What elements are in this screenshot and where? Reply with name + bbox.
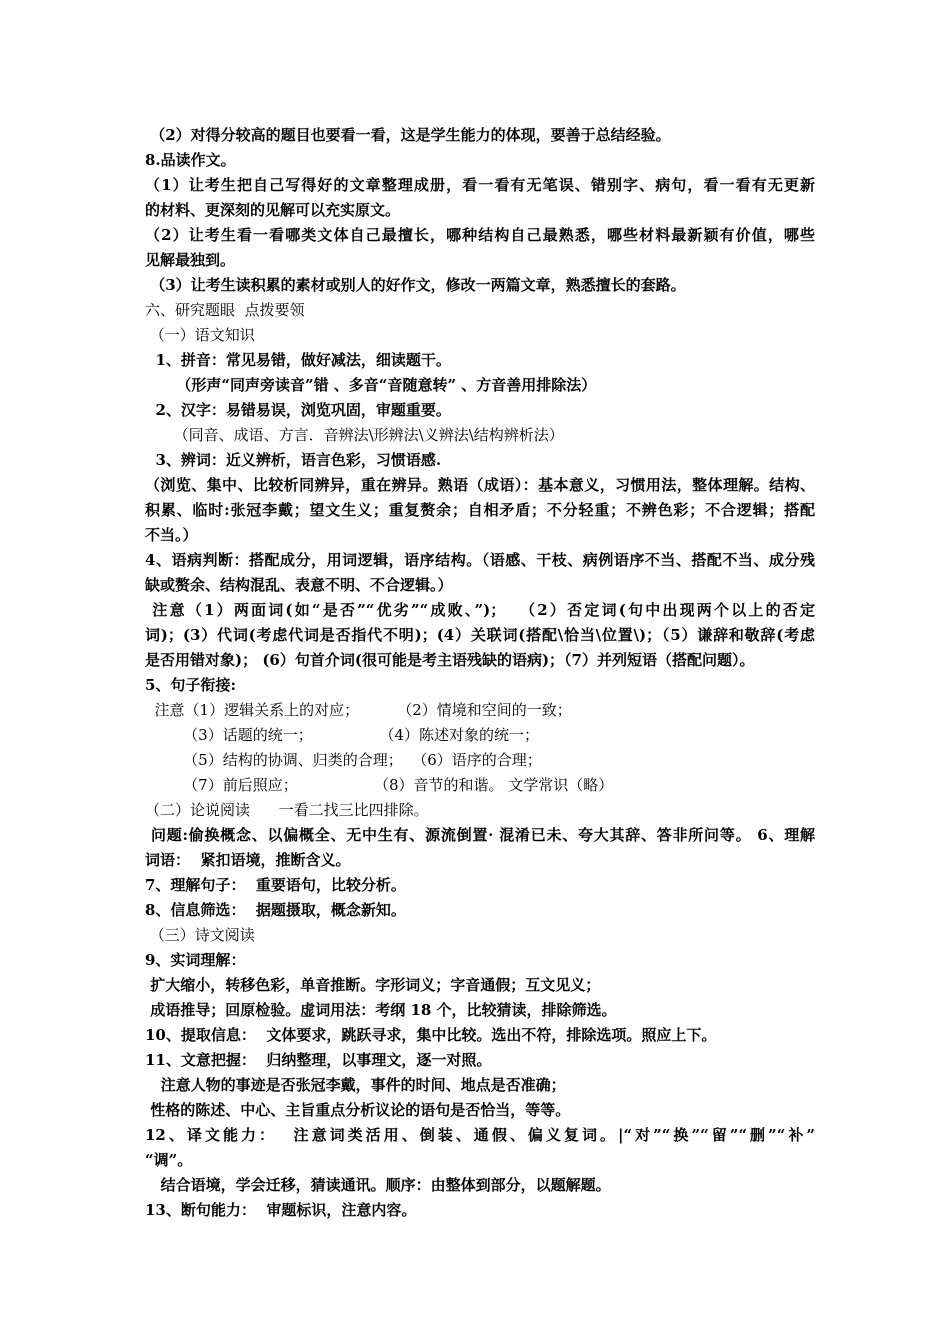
- subsection-heading: （二）论说阅读 一看二找三比四排除。: [145, 801, 429, 819]
- text-line: 8、信息筛选： 据题摄取，概念新知。: [145, 901, 406, 919]
- text-line: （5）结构的协调、归类的合理； （6）语序的合理；: [145, 751, 542, 769]
- text-line: 11、文意把握： 归纳整理，以事理文，逐一对照。: [145, 1051, 492, 1069]
- text-line: 缺或赘余、结构混乱、表意不明、不合逻辑。）: [145, 576, 453, 594]
- text-line: 注意（1）逻辑关系上的对应； （2）情境和空间的一致；: [145, 701, 572, 719]
- text-line: （浏览、集中、比较析同辨异，重在辨异。熟语（成语）：基本意义，习惯用法，整体理解。结构、: [145, 476, 815, 494]
- text-line: 13、断句能力： 审题标识，注意内容。: [145, 1201, 417, 1219]
- text-line: 3、辨词：近义辨析，语言色彩，习惯语感.: [145, 451, 442, 469]
- text-line: （2）对得分较高的题目也要看一看，这是学生能力的体现，要善于总结经验。: [145, 126, 671, 144]
- text-line: 注意（1）两面词(如“是否”“优劣”“成败、”)； （2）否定词(句中出现两个以上的否定: [145, 601, 815, 619]
- text-line: 积累、临时:张冠李戴；望文生义；重复赘余；自相矛盾；不分轻重；不辨色彩；不合逻辑；搭配: [145, 501, 815, 519]
- text-line: 9、实词理解：: [145, 951, 246, 969]
- text-line: 4、语病判断：搭配成分，用词逻辑，语序结构。（语感、干枝、病例语序不当、搭配不当、成分残: [145, 551, 815, 569]
- text-line: 性格的陈述、中心、主旨重点分析议论的语句是否恰当，等等。: [145, 1101, 571, 1119]
- text-line: （7）前后照应； （8）音节的和谐。 文学常识（略）: [145, 776, 614, 794]
- text-line: （形声“同声旁读音”错 、多音“音随意转” 、方音善用排除法）: [145, 376, 597, 394]
- text-line: 5、句子衔接:: [145, 676, 236, 694]
- text-line: 扩大缩小，转移色彩，单音推断。字形词义；字音通假；互文见义；: [145, 976, 601, 994]
- text-line: 10、提取信息： 文体要求，跳跃寻求，集中比较。选出不符，排除选项。照应上下。: [145, 1026, 717, 1044]
- section-heading: 六、研究题眼 点拨要领: [145, 301, 305, 319]
- text-line: （1）让考生把自己写得好的文章整理成册，看一看有无笔误、错别字、病句，看一看有无更新: [145, 176, 815, 194]
- text-line: 12、译文能力： 注意词类活用、倒装、通假、偏义复词。|“对”“换”“留”“删”“补”: [145, 1126, 815, 1144]
- text-line: （2）让考生看一看哪类文体自己最擅长，哪种结构自己最熟悉，哪些材料最新颖有价值，哪些: [145, 226, 815, 244]
- text-line: 是否用错对象)； (6）句首介词(很可能是考主语残缺的语病)；（7）并列短语（搭配问题）。: [145, 651, 755, 669]
- section-heading: 8.品读作文。: [145, 151, 236, 169]
- text-line: 词语： 紧扣语境，推断含义。: [145, 851, 351, 869]
- subsection-heading: （一）语文知识: [145, 326, 255, 344]
- text-line: 结合语境，学会迁移，猜读通讯。顺序：由整体到部分，以题解题。: [145, 1176, 611, 1194]
- text-line: （同音、成语、方言．音辨法\形辨法\义辨法\结构辨析法）: [145, 426, 564, 444]
- text-line: 问题:偷换概念、以偏概全、无中生有、源流倒置· 混淆已未、夸大其辞、答非所问等。 6、理解: [145, 826, 815, 844]
- text-line: “调”。: [145, 1151, 193, 1169]
- text-line: 注意人物的事迹是否张冠李戴，事件的时间、地点是否准确；: [145, 1076, 566, 1094]
- text-line: 的材料、更深刻的见解可以充实原文。: [145, 201, 401, 219]
- subsection-heading: （三）诗文阅读: [145, 926, 255, 944]
- text-line: 成语推导；回原检验。虚词用法：考纲 18 个，比较猜读，排除筛选。: [145, 1001, 617, 1019]
- text-line: 2、汉字：易错易误，浏览巩固，审题重要。: [145, 401, 451, 419]
- text-line: （3）话题的统一； （4）陈述对象的统一；: [145, 726, 539, 744]
- text-line: 7、理解句子： 重要语句，比较分析。: [145, 876, 406, 894]
- text-line: （3）让考生读积累的素材或别人的好作文，修改一两篇文章，熟悉擅长的套路。: [145, 276, 686, 294]
- text-line: 词)；(3）代词(考虑代词是否指代不明)；(4）关联词(搭配\恰当\位置\)；（5）谦辞和敬辞(考虑: [145, 626, 815, 644]
- text-line: 1、拼音：常见易错，做好减法，细读题干。: [145, 351, 451, 369]
- text-line: 见解最独到。: [145, 251, 236, 269]
- text-line: 不当。）: [145, 526, 198, 544]
